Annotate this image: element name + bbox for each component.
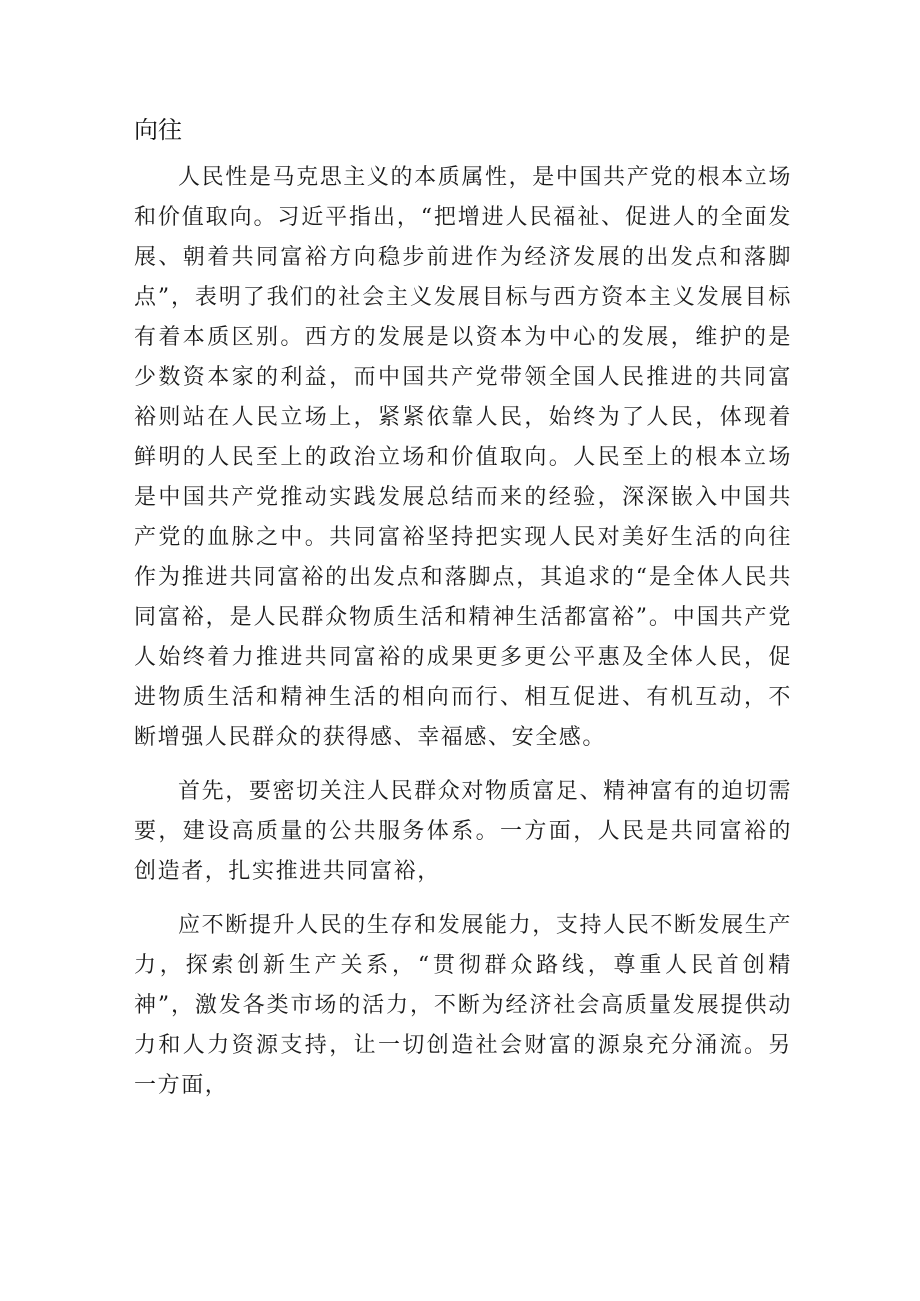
paragraph: 首先，要密切关注人民群众对物质富足、精神富有的迫切需要，建设高质量的公共服务体系。一方面，人民是共同富裕的创造者，扎实推进共同富裕，: [134, 779, 792, 884]
document-body: [134, 158, 792, 1120]
section-heading: 向往: [134, 116, 182, 144]
paragraph: 人民性是马克思主义的本质属性，是中国共产党的根本立场和价值取向。习近平指出，“把增进人民福祉、促进人的全面发展、朝着共同富裕方向稳步前进作为经济发展的出发点和落脚点”，表明了我们的社会主义发展目标与西方资本主义发展目标有着本质区别。西方的发展是以资本为中心的发展，维护的是少数资本家的利益，而中国共产党带领全国人民推进的共同富裕则站在人民立场上，紧紧依靠人民，始终为了人民，体现着鲜明的人民至上的政治立场和价值取向。人民至上的根本立场是中国共产党推动实践发展总结而来的经验，深深嵌入中国共产党的血脉之中。共同富裕坚持把实现人民对美好生活的向往作为推进共同富裕的出发点和落脚点，其追求的“是全体人民共同富裕，是人民群众物质生活和精神生活都富裕”。中国共产党人始终着力推进共同富裕的成果更多更公平惠及全体人民，促进物质生活和精神生活的相向而行、相互促进、有机互动，不断增强人民群众的获得感、幸福感、安全感。: [134, 165, 792, 750]
paragraph: 应不断提升人民的生存和发展能力，支持人民不断发展生产力，探索创新生产关系，“贯彻群众路线，尊重人民首创精神”，激发各类市场的活力，不断为经济社会高质量发展提供动力和人力资源支持，让一切创造社会财富的源泉充分涌流。另一方面，: [134, 913, 792, 1098]
